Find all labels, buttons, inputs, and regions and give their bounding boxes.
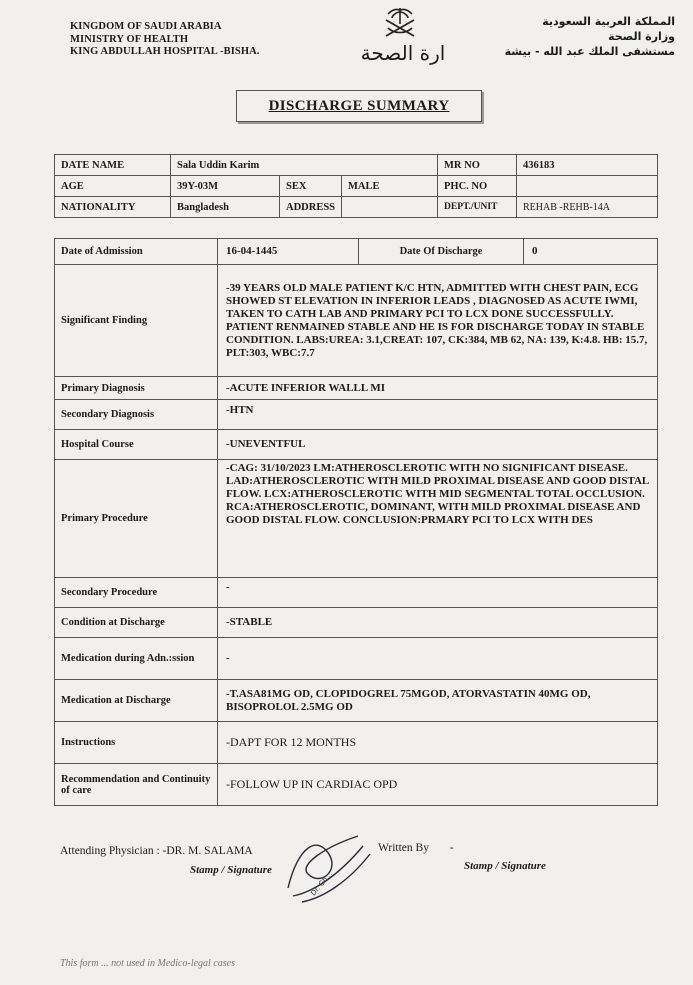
phc-no-value xyxy=(517,176,658,197)
dept-unit-label: DEPT./UNIT xyxy=(438,197,517,218)
header-arabic-hospital: مستشفى الملك عبد الله - بيشة xyxy=(504,45,675,58)
medication-during-admission-label: Medication during Adn.:ssion xyxy=(55,638,218,680)
header-arabic-ministry: وزارة الصحة xyxy=(608,30,675,43)
header-arabic-kingdom: المملكة العربية السعودية xyxy=(542,15,675,28)
secondary-procedure-label: Secondary Procedure xyxy=(55,578,218,608)
address-label: ADDRESS xyxy=(280,197,342,218)
condition-at-discharge-label: Condition at Discharge xyxy=(55,608,218,638)
nationality-value: Bangladesh xyxy=(171,197,280,218)
age-value: 39Y-03M xyxy=(171,176,280,197)
phc-no-label: PHC. NO xyxy=(438,176,517,197)
attending-physician-label: Attending Physician : xyxy=(60,845,160,857)
primary-diagnosis-label: Primary Diagnosis xyxy=(55,377,218,400)
attending-physician-name: -DR. M. SALAMA xyxy=(162,845,253,857)
sex-value: MALE xyxy=(342,176,438,197)
date-name-label: DATE NAME xyxy=(55,155,171,176)
medication-at-discharge-label: Medication at Discharge xyxy=(55,680,218,722)
admission-date-label: Date of Admission xyxy=(55,239,218,265)
significant-finding-label: Significant Finding xyxy=(55,265,218,377)
svg-text:Dr. Gh...: Dr. Gh... xyxy=(309,870,334,898)
recommendation-label: Recommendation and Continuity of care xyxy=(55,764,218,806)
header-line-kingdom: KINGDOM OF SAUDI ARABIA xyxy=(70,21,222,32)
hospital-course-value: -UNEVENTFUL xyxy=(218,430,658,460)
hospital-course-label: Hospital Course xyxy=(55,430,218,460)
document-title: DISCHARGE SUMMARY xyxy=(236,90,482,122)
primary-diagnosis-value: -ACUTE INFERIOR WALLL MI xyxy=(218,377,658,400)
written-by-value: - xyxy=(449,842,454,854)
nationality-label: NATIONALITY xyxy=(55,197,171,218)
discharge-date-label: Date Of Discharge xyxy=(359,239,524,265)
written-by-line xyxy=(378,842,454,854)
header-right-block xyxy=(505,14,675,59)
admission-date-value: 16-04-1445 xyxy=(218,239,359,265)
discharge-date-value: 0 xyxy=(524,239,658,265)
patient-name: Sala Uddin Karim xyxy=(171,155,438,176)
header-line-ministry: MINISTRY OF HEALTH xyxy=(70,33,189,45)
stamp-signature-label-2: Stamp / Signature xyxy=(464,860,546,872)
instructions-value: -DAPT FOR 12 MONTHS xyxy=(218,722,658,764)
stamp-signature-label-1: Stamp / Signature xyxy=(190,864,272,876)
logo-arabic-text: ارة الصحة xyxy=(360,41,446,65)
patient-info-table xyxy=(54,154,658,218)
physician-stamp-signature-icon xyxy=(268,826,378,906)
primary-procedure-value: -CAG: 31/10/2023 LM:ATHEROSCLEROTIC WITH NO SIGNIFICANT DISEASE. LAD:ATHEROSCLEROTIC WITH MILD PROXIMAL DISEASE AND GOOD DISTAL FLOW. LCX:ATHEROSCLEROTIC WITH MID SEGMENTAL TOTAL OCCLUSION. RCA:ATHEROSCLEROTIC, DOMINANT, WITH MILD PROXIMAL DISEASE AND GOOD DISTAL FLOW. CONCLUSION:PRMARY PCI TO LCX WITH DES xyxy=(218,460,658,578)
instructions-label: Instructions xyxy=(55,722,218,764)
secondary-diagnosis-label: Secondary Diagnosis xyxy=(55,400,218,430)
primary-procedure-label: Primary Procedure xyxy=(55,460,218,578)
sex-label: SEX xyxy=(280,176,342,197)
secondary-diagnosis-value: -HTN xyxy=(218,400,658,430)
written-by-label: Written By xyxy=(378,842,429,854)
medication-during-admission-value: - xyxy=(218,638,658,680)
dept-unit-value: REHAB -REHB-14A xyxy=(517,197,658,218)
header-left-block xyxy=(70,21,260,59)
clinical-summary-table xyxy=(54,238,658,806)
header-line-hospital: KING ABDULLAH HOSPITAL -BISHA. xyxy=(70,46,260,57)
medication-at-discharge-value: -T.ASA81MG OD, CLOPIDOGREL 75MGOD, ATORVASTATIN 40MG OD, BISOPROLOL 2.5MG OD xyxy=(218,680,658,722)
significant-finding-value: -39 YEARS OLD MALE PATIENT K/C HTN, ADMITTED WITH CHEST PAIN, ECG SHOWED ST ELEVATION IN INFERIOR LEADS , DIAGNOSED AS ACUTE IWMI, TAKEN TO CATH LAB AND PRIMARY PCI TO LCX DONE SUCCESSFULLY. PATIENT RENMAINED STABLE AND HE IS FOR DISCHARGE TODAY IN STABLE CONDITION. LABS:UREA: 3.1,CREAT: 107, CK:384, MB 62, NA: 139, K:4.8. HB: 15.7, PLT:303, WBC:7.7 xyxy=(218,265,658,377)
condition-at-discharge-value: -STABLE xyxy=(218,608,658,638)
legal-disclaimer: This form ... not used in Medico-legal cases xyxy=(60,958,235,969)
mr-no-value: 436183 xyxy=(517,155,658,176)
mr-no-label: MR NO xyxy=(438,155,517,176)
attending-physician-line xyxy=(60,845,253,857)
recommendation-value: -FOLLOW UP IN CARDIAC OPD xyxy=(218,764,658,806)
address-value xyxy=(342,197,438,218)
age-label: AGE xyxy=(55,176,171,197)
secondary-procedure-value: - xyxy=(218,578,658,608)
